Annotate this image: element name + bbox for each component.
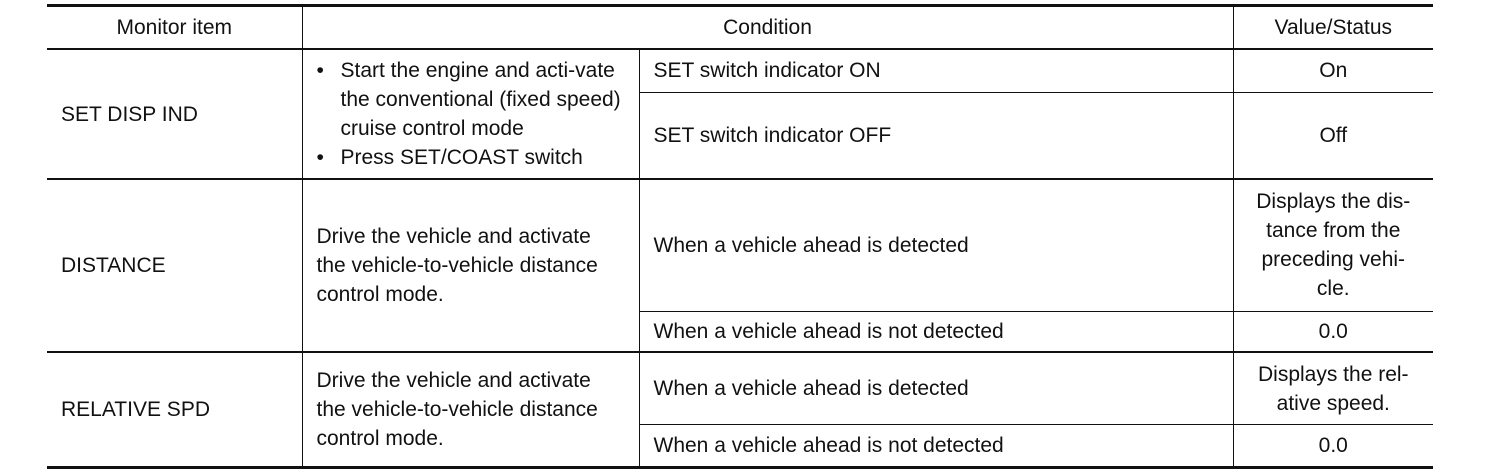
condition-cell: SET switch indicator OFF xyxy=(639,92,1233,179)
condition-note-cell xyxy=(302,49,639,179)
value-status-text: Displays the rel-ative speed. xyxy=(1257,362,1409,415)
monitor-item-cell: RELATIVE SPD xyxy=(47,352,302,467)
monitor-item-cell: DISTANCE xyxy=(47,179,302,352)
condition-cell: When a vehicle ahead is not detected xyxy=(639,424,1233,467)
value-status-cell: 0.0 xyxy=(1233,424,1433,467)
value-status-cell: Off xyxy=(1233,92,1433,179)
value-status-cell: On xyxy=(1233,49,1433,92)
condition-note-cell: Drive the vehicle and activate the vehicle-to-vehicle distance control mode. xyxy=(302,179,639,352)
list-item: • Press SET/COAST switch xyxy=(317,143,625,172)
value-status-cell: 0.0 xyxy=(1233,311,1433,352)
condition-note-cell: Drive the vehicle and activate the vehicle-to-vehicle distance control mode. xyxy=(302,352,639,467)
table-row xyxy=(47,49,1433,92)
condition-cell: When a vehicle ahead is detected xyxy=(639,179,1233,311)
list-item: • Start the engine and acti-vate the conventional (fixed speed) cruise control mode xyxy=(317,56,625,143)
monitor-item-table xyxy=(47,4,1433,469)
condition-bullet-list xyxy=(317,56,625,172)
value-status-text: Displays the dis-tance from the preceding vehi-cle. xyxy=(1256,190,1411,301)
condition-cell: When a vehicle ahead is detected xyxy=(639,352,1233,424)
value-status-cell xyxy=(1233,179,1433,311)
condition-cell: SET switch indicator ON xyxy=(639,49,1233,92)
monitor-item-cell: SET DISP IND xyxy=(47,49,302,179)
table-row xyxy=(47,179,1433,311)
condition-cell: When a vehicle ahead is not detected xyxy=(639,311,1233,352)
table-row xyxy=(47,352,1433,424)
table-header-row xyxy=(47,6,1433,50)
header-monitor-item: Monitor item xyxy=(47,6,302,50)
header-value-status: Value/Status xyxy=(1233,6,1433,50)
value-status-cell xyxy=(1233,352,1433,424)
header-condition: Condition xyxy=(302,6,1233,50)
